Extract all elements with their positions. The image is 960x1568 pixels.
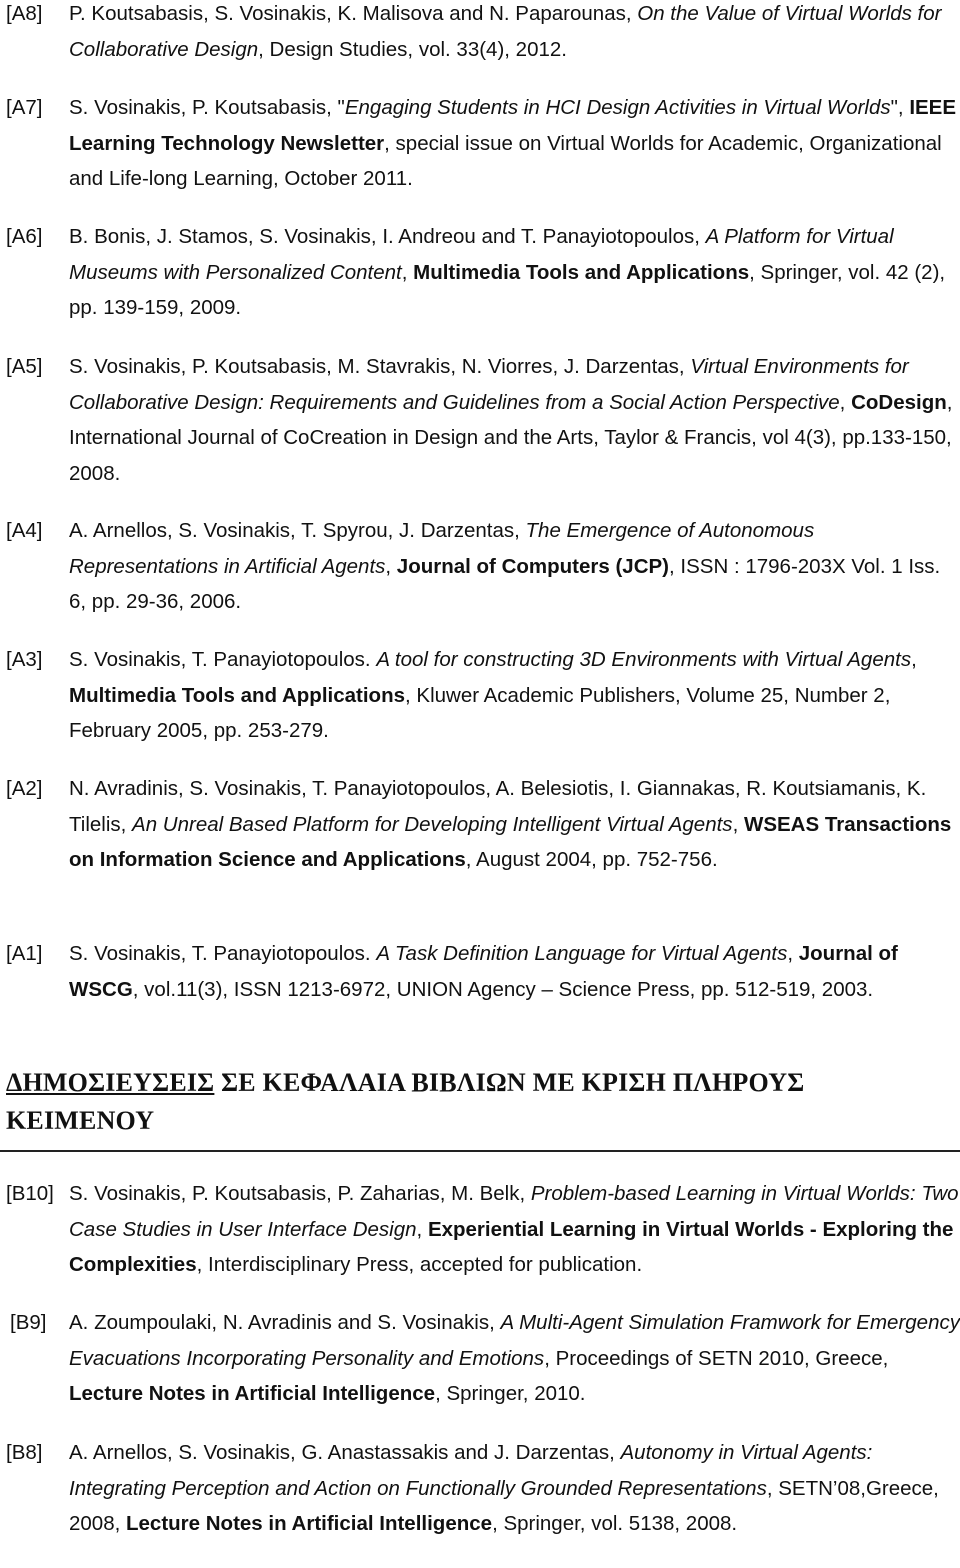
reference-venue: Multimedia Tools and Applications: [69, 683, 405, 707]
reference-title: Problem-based Learning in Virtual Worlds: Two Case Studies in User Interface Design: [69, 1182, 959, 1241]
reference-segment: ,: [416, 1217, 428, 1241]
reference-text: [69, 1435, 960, 1542]
reference-text: [69, 771, 960, 878]
reference-segment: , Design Studies, vol. 33(4), 2012.: [258, 37, 567, 61]
reference-segment: ,: [911, 648, 917, 671]
reference-label: [A2]: [6, 777, 43, 800]
reference-segment: , Interdisciplinary Press, accepted for publication.: [196, 1253, 643, 1276]
reference-text: [69, 1305, 960, 1412]
reference-title: Virtual Environments for Collaborative Design: Requirements and Guidelines from a Social Action Perspective: [69, 355, 909, 414]
reference-segment: ",: [890, 96, 910, 119]
reference-segment: B. Bonis, J. Stamos, S. Vosinakis, I. Andreou and T. Panayiotopoulos,: [69, 225, 706, 248]
reference-label: [A8]: [6, 2, 43, 25]
reference-segment: , August 2004, pp. 752-756.: [465, 848, 718, 871]
reference-title: A Platform for Virtual Museums with Personalized Content: [69, 225, 894, 284]
reference-label: [B9]: [10, 1311, 47, 1334]
reference-segment: ,: [401, 260, 414, 284]
reference-segment: S. Vosinakis, P. Koutsabasis, P. Zaharias, M. Belk,: [69, 1182, 531, 1205]
reference-segment: , Proceedings of SETN 2010, Greece,: [544, 1346, 889, 1370]
reference-segment: , International Journal of CoCreation in Design and the Arts, Taylor & Francis, vol 4(3), pp.133-150, 2008.: [69, 390, 953, 485]
reference-segment: , SETN’08,Greece, 2008,: [69, 1476, 939, 1535]
reference-title: On the Value of Virtual Worlds for Collaborative Design: [69, 2, 942, 61]
reference-segment: A. Arnellos, S. Vosinakis, T. Spyrou, J. Darzentas,: [69, 519, 526, 542]
reference-venue: Experiential Learning in Virtual Worlds - Exploring the Complexities: [69, 1217, 954, 1276]
reference-segment: , Springer, vol. 5138, 2008.: [492, 1512, 738, 1535]
section-heading: [6, 1064, 946, 1140]
section-heading-rest: ΣΕ ΚΕΦΑΛΑΙΑ ΒΙΒΛΙΩΝ ΜΕ ΚΡΙΣΗ ΠΛΗΡΟΥΣ ΚΕΙΜΕΝΟΥ: [6, 1068, 805, 1135]
reference-segment: S. Vosinakis, T. Panayiotopoulos.: [69, 648, 377, 671]
reference-label: [A7]: [6, 96, 43, 119]
reference-title: Engaging Students in HCI Design Activities in Virtual Worlds: [344, 96, 891, 119]
reference-label: [B8]: [6, 1441, 43, 1464]
reference-label: [B10]: [6, 1182, 54, 1205]
reference-segment: A. Arnellos, S. Vosinakis, G. Anastassakis and J. Darzentas,: [69, 1441, 621, 1464]
reference-segment: A. Zoumpoulaki, N. Avradinis and S. Vosinakis,: [69, 1311, 501, 1334]
reference-text: [69, 513, 960, 620]
reference-venue: IEEE Learning Technology Newsletter: [69, 96, 957, 155]
reference-venue: Multimedia Tools and Applications: [413, 260, 750, 284]
reference-segment: ,: [385, 554, 397, 578]
reference-label: [A6]: [6, 225, 43, 248]
reference-title: Autonomy in Virtual Agents: Integrating Perception and Action on Functionally Grounded Representations: [69, 1441, 873, 1500]
reference-venue: Journal of Computers (JCP): [396, 554, 670, 578]
reference-venue: Journal of WSCG: [69, 942, 898, 1001]
reference-segment: , vol.11(3), ISSN 1213-6972, UNION Agency – Science Press, pp. 512-519, 2003.: [132, 977, 874, 1001]
reference-segment: ,: [787, 942, 799, 965]
reference-segment: P. Koutsabasis, S. Vosinakis, K. Malisova and N. Paparounas,: [69, 2, 638, 25]
reference-title: An Unreal Based Platform for Developing Intelligent Virtual Agents: [132, 812, 733, 836]
reference-title: A tool for constructing 3D Environments with Virtual Agents: [376, 648, 912, 671]
reference-segment: N. Avradinis, S. Vosinakis, T. Panayiotopoulos, A. Belesiotis, I. Giannakas, R. Koutsiamanis, K. Tilelis,: [69, 777, 927, 836]
reference-text: [69, 349, 960, 491]
reference-text: [69, 219, 960, 326]
reference-segment: ,: [732, 812, 744, 836]
reference-label: [A1]: [6, 942, 43, 965]
reference-segment: , special issue on Virtual Worlds for Academic, Organizational and Life-long Learning, October 2011.: [69, 131, 942, 190]
reference-segment: , Kluwer Academic Publishers, Volume 25, Number 2, February 2005, pp. 253-279.: [69, 683, 891, 742]
reference-segment: ,: [839, 390, 852, 414]
reference-venue: WSEAS Transactions on Information Science and Applications: [69, 812, 952, 871]
reference-text: [69, 642, 960, 749]
reference-title: A Task Definition Language for Virtual Agents: [376, 942, 788, 965]
reference-text: [69, 1176, 960, 1283]
reference-segment: S. Vosinakis, P. Koutsabasis, ": [69, 96, 345, 119]
reference-label: [A3]: [6, 648, 43, 671]
reference-label: [A5]: [6, 355, 43, 378]
reference-segment: , ISSN : 1796-203X Vol. 1 Iss. 6, pp. 29-36, 2006.: [69, 554, 941, 613]
reference-venue: Lecture Notes in Artificial Intelligence: [126, 1512, 493, 1535]
reference-segment: S. Vosinakis, P. Koutsabasis, M. Stavrakis, N. Viorres, J. Darzentas,: [69, 355, 691, 378]
reference-title: The Emergence of Autonomous Representations in Artificial Agents: [69, 519, 815, 578]
reference-title: A Multi-Agent Simulation Framwork for Emergency Evacuations Incorporating Personality and Emotions: [69, 1311, 960, 1370]
reference-venue: Lecture Notes in Artificial Intelligence: [69, 1382, 436, 1405]
reference-segment: , Springer, 2010.: [435, 1382, 586, 1405]
reference-text: [69, 0, 960, 67]
reference-text: [69, 90, 960, 197]
section-divider: [0, 1150, 960, 1152]
reference-label: [A4]: [6, 519, 43, 542]
reference-segment: , Springer, vol. 42 (2), pp. 139-159, 2009.: [69, 260, 946, 319]
reference-segment: S. Vosinakis, T. Panayiotopoulos.: [69, 942, 377, 965]
section-heading-underlined: ΔΗΜΟΣΙΕΥΣΕΙΣ: [6, 1068, 215, 1097]
reference-text: [69, 936, 960, 1007]
reference-venue: CoDesign: [851, 390, 947, 414]
